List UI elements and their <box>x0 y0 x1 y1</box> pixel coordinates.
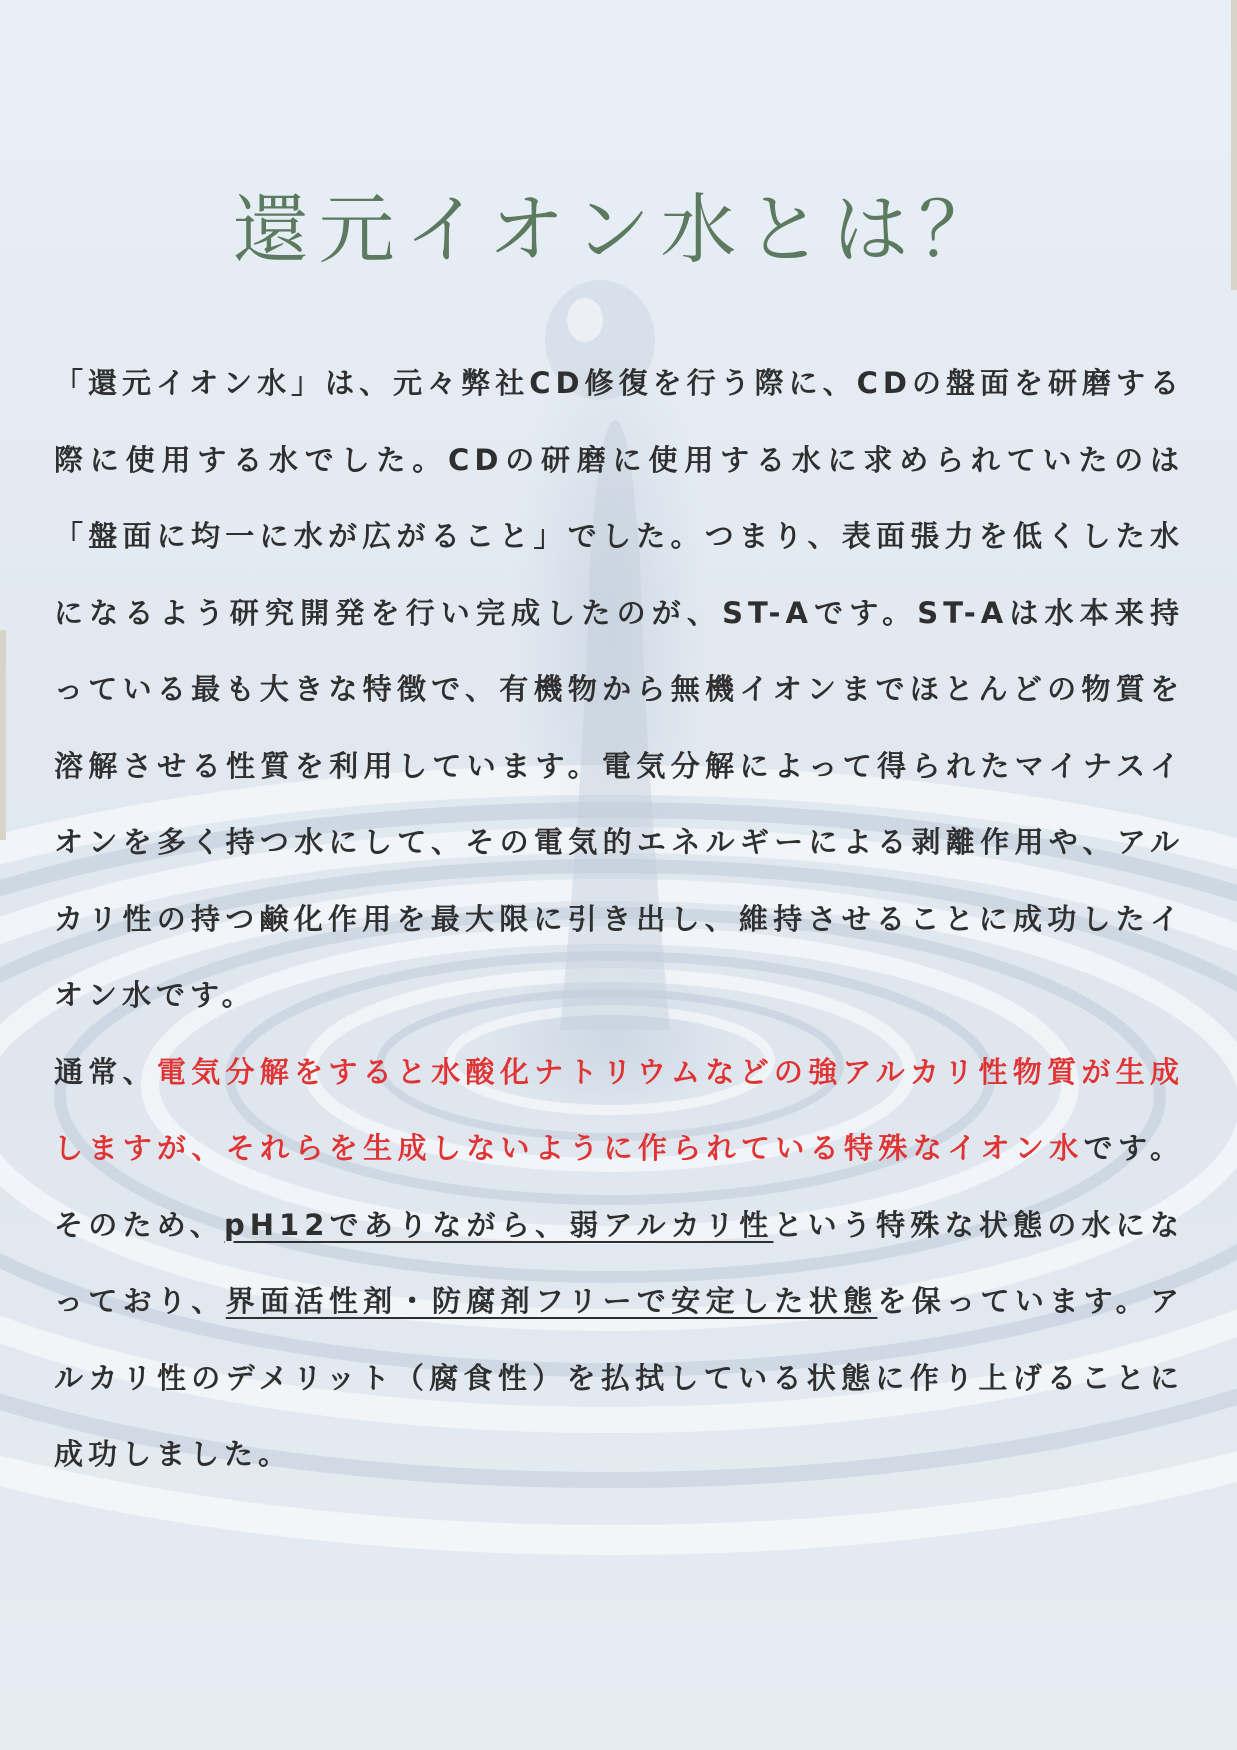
underlined-text: pH12でありながら、弱アルカリ性 <box>224 1207 774 1242</box>
left-edge-strip <box>0 630 6 840</box>
highlighted-text: 電気分解をすると水酸化ナトリウムなどの強アルカリ性物質が生成しますが、それらを生成しないように作られている特殊なイオン水 <box>54 1054 1184 1165</box>
body-text <box>54 345 1184 1493</box>
underlined-text: 界面活性剤・防腐剤フリーで安定した状態 <box>225 1284 878 1318</box>
text-segment: という特殊な状態の水になっており、 <box>54 1207 1184 1318</box>
text-segment: 通常、 <box>54 1054 157 1089</box>
text-segment: です。そのため、 <box>54 1131 1184 1242</box>
text-segment: を保っています。アルカリ性のデメリット（腐食性）を払拭している状態に作り上げることに成功しました。 <box>54 1284 1184 1471</box>
page-title: 還元イオン水とは？ <box>232 185 1005 274</box>
paragraph-intro: 「還元イオン水」は、元々弊社CD修復を行う際に、CDの盤面を研磨する際に使用する水でした。CDの研磨に使用する水に求められていたのは「盤面に均一に水が広がること」でした。つまり、表面張力を低くした水になるよう研究開発を行い完成したのが、ST-Aです。ST-Aは水本来持っている最も大きな特徴で、有機物から無機イオンまでほとんどの物質を溶解させる性質を利用しています。電気分解によって得られたマイナスイオンを多く持つ水にして、その電気的エネルギーによる剥離作用や、アルカリ性の持つ鹸化作用を最大限に引き出し、維持させることに成功したイオン水です。 <box>54 366 1184 1012</box>
paragraph-details <box>54 1034 1184 1493</box>
